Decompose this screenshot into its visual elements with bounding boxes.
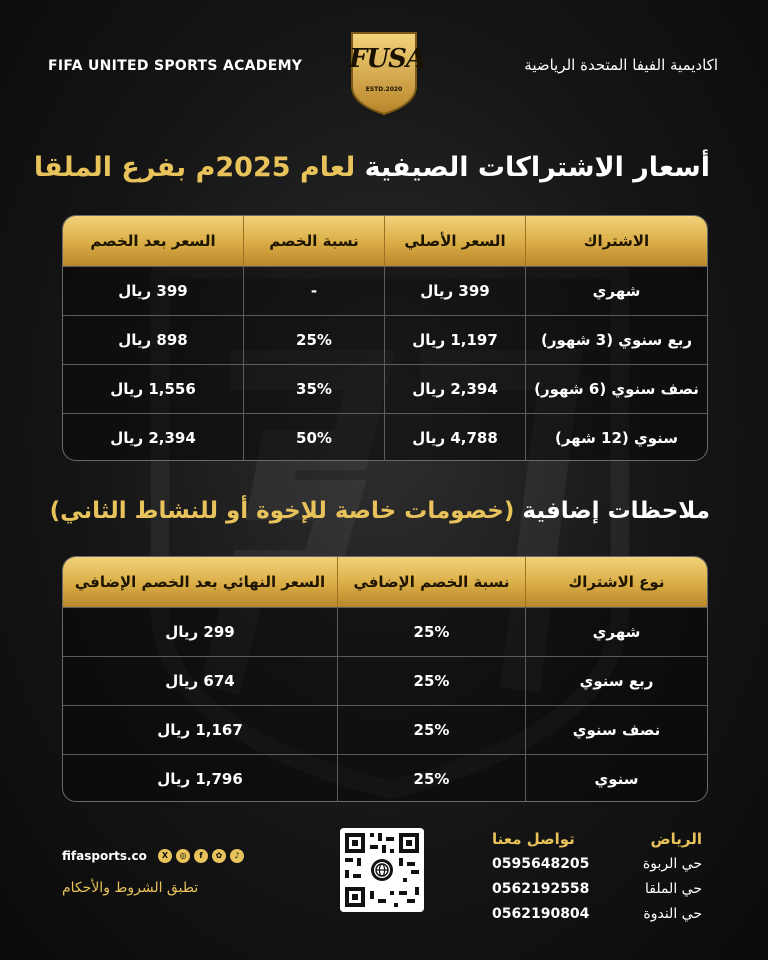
- table-row: نصف سنوي 25% 1,167 ريال: [63, 705, 707, 754]
- branch-district: حي الندوة: [643, 905, 702, 922]
- logo-lettering: FUSA: [349, 44, 426, 74]
- header-price-after-discount: السعر بعد الخصم: [90, 232, 216, 250]
- table-header-row: [63, 216, 707, 266]
- table-row: سنوي (12 شهر) 4,788 ريال 50% 2,394 ريال: [63, 413, 707, 461]
- additional-discounts-table: [62, 556, 708, 802]
- website-link[interactable]: fifasports.co: [62, 848, 147, 863]
- tiktok-icon[interactable]: ♪: [230, 849, 244, 863]
- header-subscription-type: نوع الاشتراك: [525, 557, 707, 607]
- contact-us-label: تواصل معنا: [492, 829, 575, 848]
- academy-name-en: FIFA UNITED SPORTS ACADEMY: [48, 58, 303, 74]
- table-header-row: [63, 557, 707, 607]
- contact-header: [492, 826, 702, 851]
- branch-phone[interactable]: 0562192558: [492, 880, 590, 897]
- facebook-icon[interactable]: f: [194, 849, 208, 863]
- website-and-socials: [62, 845, 244, 864]
- academy-logo: [349, 30, 426, 116]
- additional-notes-title: ملاحظات إضافية (خصومات خاصة للإخوة أو للنشاط الثاني): [49, 498, 710, 524]
- header-subscription: الاشتراك: [525, 216, 707, 266]
- branch-row: [492, 876, 702, 901]
- header-discount: نسبة الخصم: [243, 216, 384, 266]
- snapchat-icon[interactable]: ✿: [212, 849, 226, 863]
- header-original-price: السعر الأصلي: [384, 216, 525, 266]
- table-row: شهري 25% 299 ريال: [63, 607, 707, 656]
- header-extra-discount: نسبة الخصم الإضافي: [337, 557, 525, 607]
- city-name: الرياض: [650, 829, 702, 848]
- branch-row: [492, 851, 702, 876]
- subscription-prices-table: [62, 215, 708, 461]
- branch-phone[interactable]: 0595648205: [492, 855, 590, 872]
- terms-note: تطبق الشروط والأحكام: [62, 880, 199, 896]
- header-final-price: السعر النهائي بعد الخصم الإضافي: [74, 573, 326, 591]
- summer-prices-title: أسعار الاشتراكات الصيفية لعام 2025م بفرع الملقا: [33, 152, 710, 183]
- branch-row: [492, 901, 702, 926]
- logo-established: ESTD.2020: [365, 86, 403, 93]
- contact-block: [492, 826, 702, 926]
- table-row: نصف سنوي (6 شهور) 2,394 ريال 35% 1,556 ريال: [63, 364, 707, 413]
- table-row: سنوي 25% 1,796 ريال: [63, 754, 707, 802]
- table-row: شهري 399 ريال - 399 ريال: [63, 266, 707, 315]
- qr-code[interactable]: [340, 828, 424, 912]
- instagram-icon[interactable]: ◎: [176, 849, 190, 863]
- branch-phone[interactable]: 0562190804: [492, 905, 590, 922]
- social-icons: [158, 849, 244, 863]
- table-row: ربع سنوي (3 شهور) 1,197 ريال 25% 898 ريال: [63, 315, 707, 364]
- x-icon[interactable]: X: [158, 849, 172, 863]
- academy-name-ar: اكاديمية الفيفا المتحدة الرياضية: [524, 56, 718, 74]
- branch-district: حي الربوة: [642, 855, 702, 872]
- table-row: ربع سنوي 25% 674 ريال: [63, 656, 707, 705]
- branch-district: حي الملقا: [644, 880, 702, 897]
